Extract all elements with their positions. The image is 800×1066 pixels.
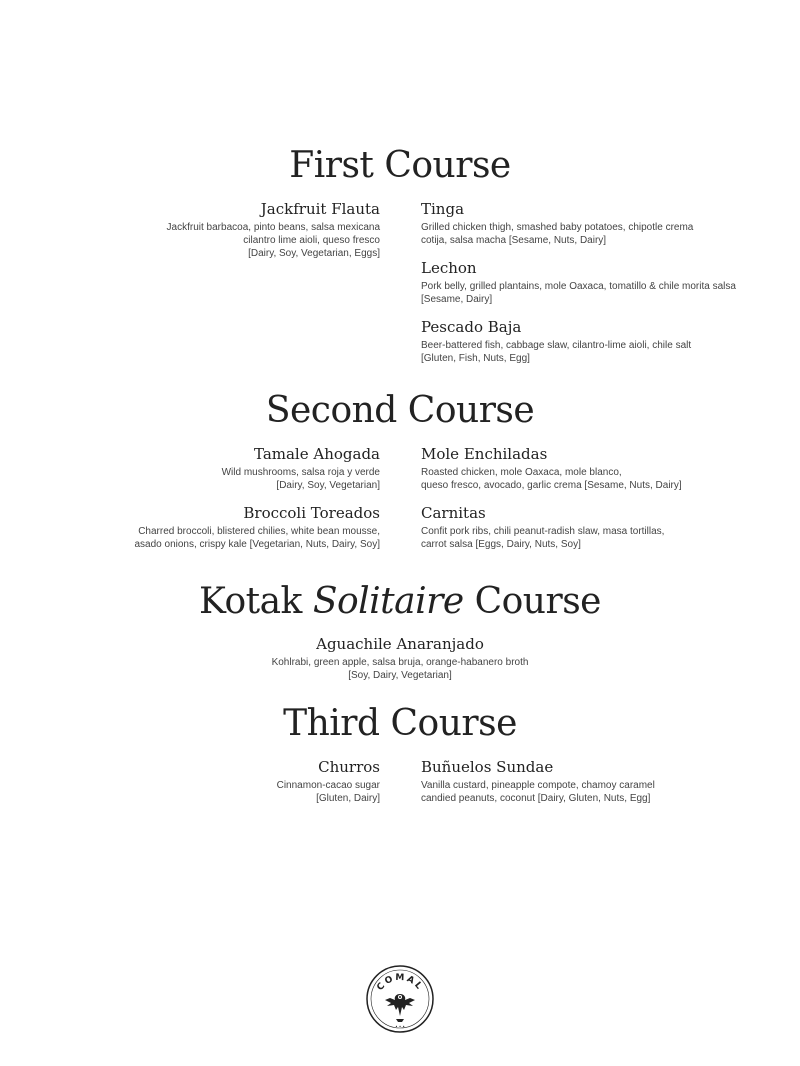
- dish-name: Tamale Ahogada: [253, 445, 380, 463]
- first-course-right-column: [421, 200, 771, 247]
- second-course-left-column: [80, 445, 380, 492]
- second-course-left-column-2: [40, 504, 380, 551]
- dish-line: Wild mushrooms, salsa roja y verde: [221, 467, 380, 478]
- dish-name: Lechon: [421, 259, 477, 277]
- dish-line: Kohlrabi, green apple, salsa bruja, orange-habanero broth: [271, 657, 529, 668]
- dish-name: Pescado Baja: [421, 318, 522, 336]
- first-course-title: First Course: [289, 145, 511, 186]
- dish-line: cotija, salsa macha [Sesame, Nuts, Dairy]: [421, 235, 607, 246]
- dish-line: Grilled chicken thigh, smashed baby potatoes, chipotle crema: [421, 222, 694, 233]
- dish-carnitas: [421, 504, 771, 551]
- dish-aguachile-anaranjado: [0, 635, 800, 682]
- dish-name: Buñuelos Sundae: [421, 758, 554, 776]
- dish-line: candied peanuts, coconut [Dairy, Gluten, Nuts, Egg]: [421, 793, 651, 804]
- dish-line: [Gluten, Dairy]: [316, 793, 380, 804]
- first-course-left-column: [80, 200, 380, 260]
- dish-bunuelos-sundae: [421, 758, 771, 805]
- dish-description: [421, 221, 771, 247]
- dish-line: cilantro lime aioli, queso fresco: [243, 235, 380, 246]
- dish-line: Beer-battered fish, cabbage slaw, cilantro-lime aioli, chile salt: [421, 340, 692, 351]
- svg-text:• • •: • • •: [395, 1024, 405, 1029]
- eagle-icon: [365, 964, 435, 1034]
- dish-line: queso fresco, avocado, garlic crema [Sesame, Nuts, Dairy]: [421, 480, 682, 491]
- dish-description: [421, 466, 771, 492]
- dish-line: [Sesame, Dairy]: [421, 294, 493, 305]
- dish-name: Aguachile Anaranjado: [316, 635, 484, 653]
- comal-logo: [365, 964, 435, 1034]
- third-course-title: Third Course: [283, 703, 517, 744]
- dish-mole-enchiladas: [421, 445, 771, 492]
- third-course-left-column: [80, 758, 380, 805]
- dish-line: [Dairy, Soy, Vegetarian, Eggs]: [248, 248, 380, 259]
- dish-name: Jackfruit Flauta: [260, 200, 380, 218]
- dish-description: [80, 221, 380, 260]
- dish-description: [421, 339, 771, 365]
- dish-line: carrot salsa [Eggs, Dairy, Nuts, Soy]: [421, 539, 581, 550]
- title-suffix: Course: [463, 581, 601, 622]
- dish-line: Cinnamon-cacao sugar: [276, 780, 380, 791]
- kotak-course-center-column: [0, 635, 800, 682]
- second-course-right-column: [421, 445, 771, 492]
- logo-text: COMAL: [375, 972, 425, 993]
- dish-line: Jackfruit barbacoa, pinto beans, salsa mexicana: [166, 222, 380, 233]
- dish-pescado-baja: [421, 318, 771, 365]
- third-course-right-column: [421, 758, 771, 805]
- dish-description: [80, 779, 380, 805]
- dish-line: Vanilla custard, pineapple compote, chamoy caramel: [421, 780, 655, 791]
- dish-name: Carnitas: [421, 504, 486, 522]
- title-prefix: Kotak: [199, 581, 313, 622]
- dish-description: [421, 779, 771, 805]
- kotak-course-title: [0, 581, 800, 622]
- dish-name: Churros: [318, 758, 380, 776]
- title-italic: Solitaire: [312, 581, 464, 622]
- dish-line: Roasted chicken, mole Oaxaca, mole blanco,: [421, 467, 622, 478]
- dish-description: [80, 466, 380, 492]
- dish-tamale-ahogada: [80, 445, 380, 492]
- dish-description: [421, 280, 771, 306]
- dish-description: [421, 525, 771, 551]
- second-course-title: Second Course: [265, 390, 535, 431]
- dish-line: Confit pork ribs, chili peanut-radish slaw, masa tortillas,: [421, 526, 665, 537]
- first-course-right-column-2: [421, 259, 771, 306]
- dish-name: Broccoli Toreados: [243, 504, 380, 522]
- dish-line: Charred broccoli, blistered chilies, white bean mousse,: [138, 526, 380, 537]
- dish-broccoli-toreados: [40, 504, 380, 551]
- second-course-right-column-2: [421, 504, 771, 551]
- dish-line: [Gluten, Fish, Nuts, Egg]: [421, 353, 530, 364]
- dish-name: Tinga: [421, 200, 465, 218]
- dish-name: Mole Enchiladas: [421, 445, 548, 463]
- dish-line: asado onions, crispy kale [Vegetarian, Nuts, Dairy, Soy]: [134, 539, 380, 550]
- first-course-right-column-3: [421, 318, 771, 365]
- dish-line: [Dairy, Soy, Vegetarian]: [276, 480, 380, 491]
- dish-description: [0, 656, 800, 682]
- dish-tinga: [421, 200, 771, 247]
- dish-lechon: [421, 259, 771, 306]
- dish-description: [40, 525, 380, 551]
- dish-churros: [80, 758, 380, 805]
- dish-jackfruit-flauta: [80, 200, 380, 260]
- dish-line: [Soy, Dairy, Vegetarian]: [348, 670, 452, 681]
- dish-line: Pork belly, grilled plantains, mole Oaxaca, tomatillo & chile morita salsa: [421, 281, 736, 292]
